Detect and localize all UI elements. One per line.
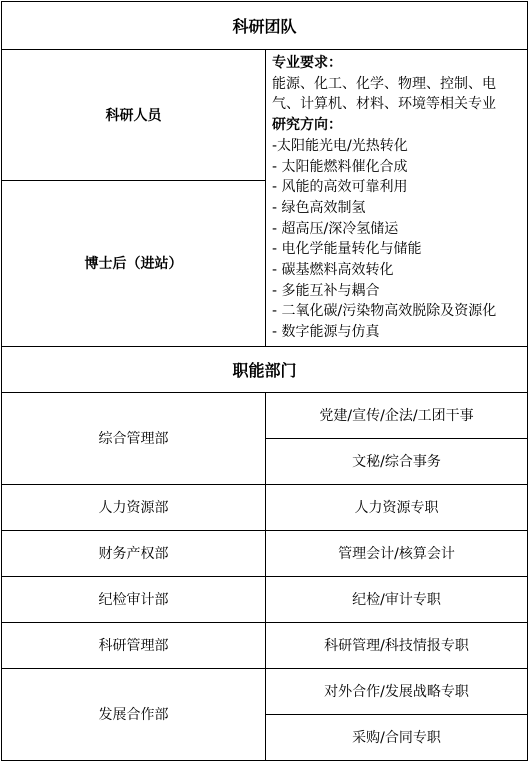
- dept-name: 纪检审计部: [2, 576, 266, 622]
- role-researcher: 科研人员: [2, 50, 266, 181]
- direction-item: - 超高压/深冷氢储运: [272, 220, 399, 237]
- direction-item: - 多能互补与耦合: [272, 282, 380, 299]
- recruitment-table: [1, 1, 528, 761]
- position: 人力资源专职: [266, 484, 528, 530]
- position: 文秘/综合事务: [266, 438, 528, 484]
- directions-label: 研究方向：: [272, 117, 342, 134]
- majors-text: 能源、化工、化学、物理、控制、电气、计算机、材料、环境等相关专业: [272, 75, 496, 113]
- direction-item: - 碳基燃料高效转化: [272, 262, 394, 279]
- dept-name: 财务产权部: [2, 530, 266, 576]
- position: 科研管理/科技情报专职: [266, 622, 528, 668]
- position: 对外合作/发展战略专职: [266, 668, 528, 714]
- position: 党建/宣传/企法/工团干事: [266, 392, 528, 438]
- dept-name: 发展合作部: [2, 668, 266, 760]
- position: 纪检/审计专职: [266, 576, 528, 622]
- direction-item: - 太阳能燃料催化合成: [272, 158, 408, 175]
- position: 管理会计/核算会计: [266, 530, 528, 576]
- functional-dept-header: 职能部门: [2, 346, 528, 392]
- direction-item: -太阳能光电/光热转化: [272, 137, 408, 154]
- direction-item: - 数字能源与仿真: [272, 324, 380, 341]
- dept-name: 科研管理部: [2, 622, 266, 668]
- role-postdoc: 博士后（进站）: [2, 181, 266, 347]
- direction-item: - 风能的高效可靠利用: [272, 179, 408, 196]
- research-team-header: 科研团队: [2, 2, 528, 50]
- dept-name: 人力资源部: [2, 484, 266, 530]
- majors-label: 专业要求：: [272, 55, 342, 71]
- direction-item: - 绿色高效制氢: [272, 199, 366, 216]
- requirements-cell: [266, 50, 528, 347]
- direction-item: - 电化学能量转化与储能: [272, 241, 422, 258]
- direction-item: - 二氧化碳/污染物高效脱除及资源化: [272, 303, 497, 320]
- dept-name: 综合管理部: [2, 392, 266, 484]
- position: 采购/合同专职: [266, 714, 528, 760]
